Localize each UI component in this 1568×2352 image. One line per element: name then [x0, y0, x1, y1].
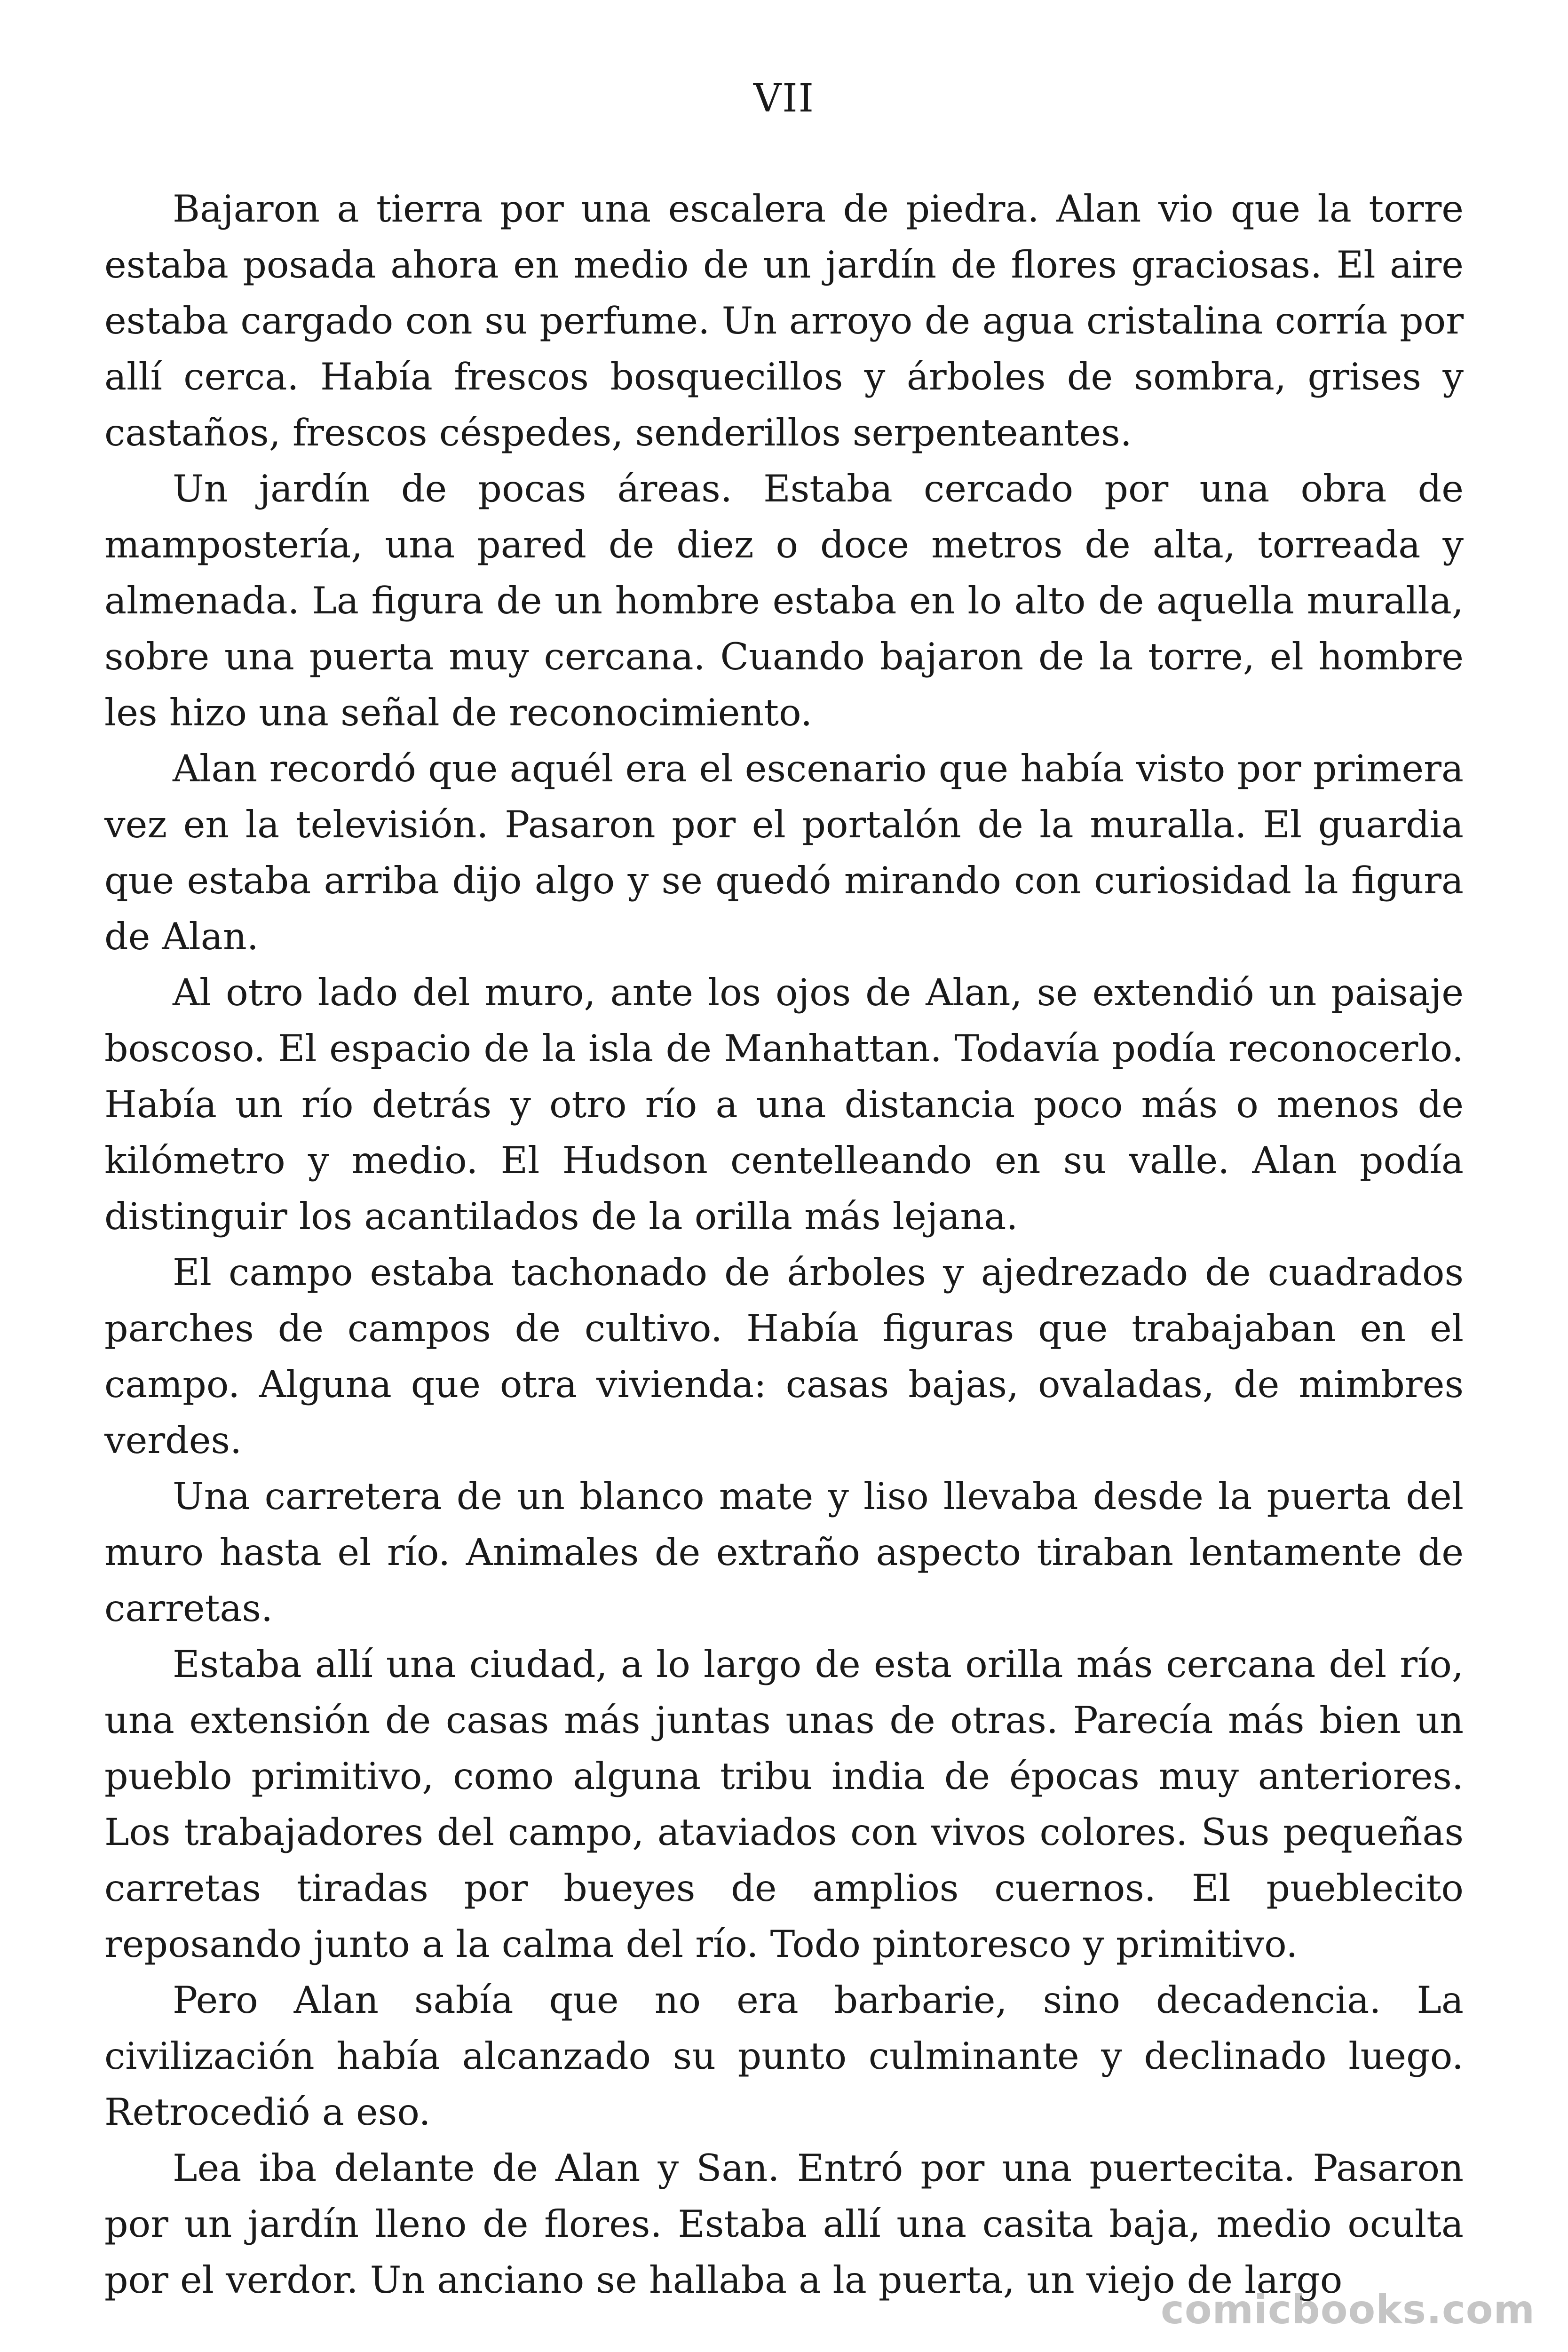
paragraph: Estaba allí una ciudad, a lo largo de esta orilla más cercana del río, una extensión de casas más juntas unas de otras. Parecía más bien un pueblo primitivo, como alguna tribu india de épocas muy anteriores. Los trabajadores del campo, ataviados con vivos colores. Sus pequeñas carretas tiradas por bueyes de amplios cuernos. El pueblecito reposando junto a la calma del río. Todo pintoresco y primitivo. [104, 1643, 1464, 1966]
paragraph: Al otro lado del muro, ante los ojos de Alan, se extendió un paisaje boscoso. El espacio de la isla de Manhattan. Todavía podía reconocerlo. Había un río detrás y otro río a una distancia poco más o menos de kilómetro y medio. El Hudson centelleando en su valle. Alan podía distinguir los acantilados de la orilla más lejana. [104, 971, 1464, 1238]
chapter-body [104, 181, 1464, 2308]
paragraph: Un jardín de pocas áreas. Estaba cercado por una obra de mampostería, una pared de diez o doce metros de alta, torreada y almenada. La figura de un hombre estaba en lo alto de aquella muralla, sobre una puerta muy cercana. Cuando bajaron de la torre, el hombre les hizo una señal de reconocimiento. [104, 467, 1464, 734]
chapter-title: VII [753, 76, 815, 121]
paragraph: Pero Alan sabía que no era barbarie, sino decadencia. La civilización había alcanzado su punto culminante y declinado luego. Retrocedió a eso. [104, 1979, 1464, 2134]
paragraph: Una carretera de un blanco mate y liso llevaba desde la puerta del muro hasta el río. Animales de extraño aspecto tiraban lentamente de carretas. [104, 1475, 1464, 1630]
watermark: comicbooks.com [1161, 2287, 1535, 2333]
paragraph: Lea iba delante de Alan y San. Entró por una puertecita. Pasaron por un jardín lleno de flores. Estaba allí una casita baja, medio oculta por el verdor. Un anciano se hallaba a la puerta, un viejo de largo [104, 2146, 1464, 2302]
paragraph: El campo estaba tachonado de árboles y ajedrezado de cuadrados parches de campos de cultivo. Había figuras que trabajaban en el campo. Alguna que otra vivienda: casas bajas, ovaladas, de mimbres verdes. [104, 1251, 1464, 1462]
paragraph: Alan recordó que aquél era el escenario que había visto por primera vez en la televisión. Pasaron por el portalón de la muralla. El guardia que estaba arriba dijo algo y se quedó mirando con curiosidad la figura de Alan. [104, 747, 1464, 958]
paragraph: Bajaron a tierra por una escalera de piedra. Alan vio que la torre estaba posada ahora en medio de un jardín de flores graciosas. El aire estaba cargado con su perfume. Un arroyo de agua cristalina corría por allí cerca. Había frescos bosquecillos y árboles de sombra, grises y castaños, frescos céspedes, senderillos serpenteantes. [104, 187, 1464, 454]
